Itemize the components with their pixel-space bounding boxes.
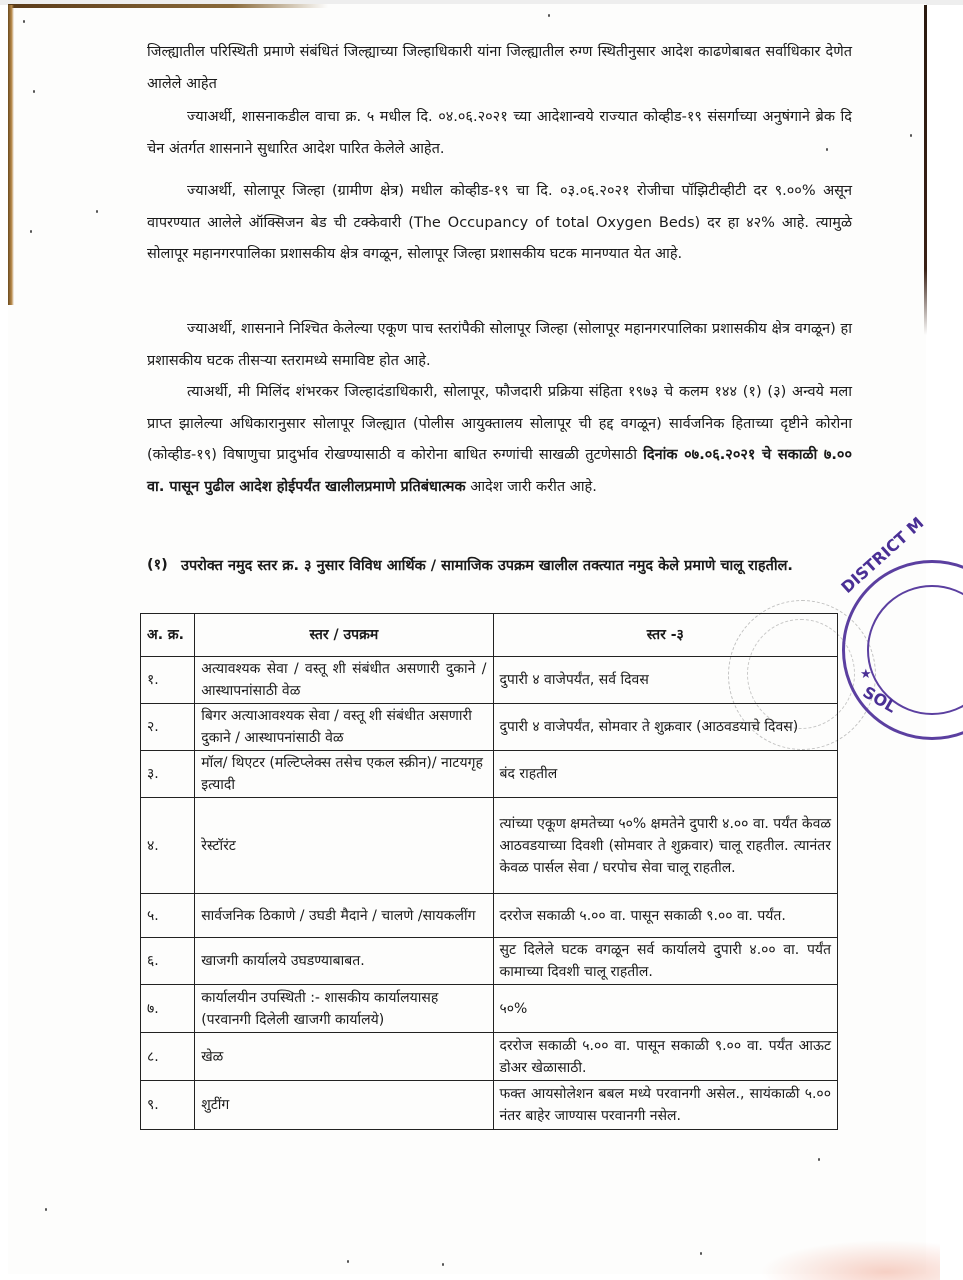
- row-activity: खेळ: [195, 1033, 493, 1081]
- order-paragraph: [147, 377, 852, 503]
- table-row: [141, 938, 838, 985]
- restrictions-table: [140, 613, 838, 1130]
- color-smudge: [760, 1240, 940, 1280]
- row-level3: त्यांच्या एकूण क्षमतेच्या ५०% क्षमतेने दुपारी ४.०० वा. पर्यंत केवळ आठवडयाच्या दिवशी (सोमवार ते शुक्रवार) चालू राहतील. त्यानंतर केवळ पार्सल सेवा / घरपोच सेवा चालू राहतील.: [493, 798, 838, 894]
- seal-text-bottom: SOL: [859, 682, 900, 717]
- row-serial: ३.: [141, 751, 195, 798]
- paragraph-3-text: ज्याअर्थी, सोलापूर जिल्हा (ग्रामीण क्षेत्र) मधील कोव्हीड-१९ चा दि. ०३.०६.२०२१ रोजीचा पॉझिटीव्हीटी दर ९.००% असून वापरण्यात आलेले ऑक्सिजन बेड ची टक्केवारी (The Occupancy of total Oxygen Beds) दर हा ४२% आहे. त्यामुळे सोलापूर महानगरपालिका प्रशासकीय क्षेत्र वगळून, सोलापूर जिल्हा प्रशासकीय घटक मानण्यात येत आहे.: [147, 183, 852, 262]
- speck: [33, 90, 35, 93]
- speck: [45, 1208, 47, 1211]
- row-activity: रेस्टॉरंट: [195, 798, 493, 894]
- header-level3: स्तर -३: [493, 614, 838, 657]
- row-activity: कार्यालयीन उपस्थिती :- शासकीय कार्यालयासह (परवानगी दिलेली खाजगी कार्यालये): [195, 985, 493, 1033]
- page-edge-shadow-right: [924, 5, 927, 335]
- row-activity: सार्वजनिक ठिकाणे / उघडी मैदाने / चालणे /सायकलींग: [195, 894, 493, 938]
- speck: [826, 148, 828, 151]
- speck: [818, 1158, 820, 1161]
- table-row: [141, 985, 838, 1033]
- header-serial: अ. क्र.: [141, 614, 195, 657]
- row-level3: फक्त आयसोलेशन बबल मध्ये परवानगी असेल., सायंकाळी ५.०० नंतर बाहेर जाण्यास परवानगी नसेल.: [493, 1081, 838, 1130]
- row-serial: ८.: [141, 1033, 195, 1081]
- seal-text-top: DISTRICT M: [837, 513, 928, 597]
- speck: [910, 134, 912, 137]
- speck: [442, 1263, 444, 1266]
- table-row: [141, 798, 838, 894]
- row-serial: ४.: [141, 798, 195, 894]
- paragraph-3: [147, 176, 852, 271]
- row-serial: ५.: [141, 894, 195, 938]
- speck: [548, 14, 550, 17]
- header-activity: स्तर / उपक्रम: [195, 614, 493, 657]
- item-text: उपरोक्त नमुद स्तर क्र. ३ नुसार विविध आर्थिक / सामाजिक उपक्रम खालील तक्त्यात नमुद केले प्रमाणे चालू राहतील.: [181, 558, 793, 574]
- table-row: [141, 657, 838, 704]
- row-activity: खाजगी कार्यालये उघडण्याबाबत.: [195, 938, 493, 985]
- speck: [347, 1260, 349, 1263]
- speck: [23, 20, 25, 23]
- row-activity: बिगर अत्याआवश्यक सेवा / वस्तू शी संबंधीत असणारी दुकाने / आस्थापनांसाठी वेळ: [195, 704, 493, 751]
- item-number: (१): [147, 557, 168, 573]
- speck: [96, 210, 98, 213]
- row-serial: ६.: [141, 938, 195, 985]
- paragraph-1-text: जिल्ह्यातील परिस्थिती प्रमाणे संबंधितं जिल्ह्याच्या जिल्हाधिकारी यांना जिल्ह्यातील रुग्ण स्थितीनुसार आदेश काढणेबाबत सर्वाधिकार देणेत आलेले आहेत: [147, 44, 852, 92]
- table-row: [141, 704, 838, 751]
- paragraph-2-text: ज्याअर्थी, शासनाकडील वाचा क्र. ५ मधील दि. ०४.०६.२०२१ च्या आदेशान्वये राज्यात कोव्हीड-१९ संसर्गाच्या अनुषंगाने ब्रेक दि चेन अंतर्गत शासनाने सुधारित आदेश पारित केलेले आहेत.: [147, 109, 852, 157]
- row-activity: शुटींग: [195, 1081, 493, 1130]
- page-edge-shadow-top: [8, 4, 328, 8]
- row-activity: अत्यावश्यक सेवा / वस्तू शी संबंधीत असणारी दुकाने / आस्थापनांसाठी वेळ: [195, 657, 493, 704]
- seal-star-icon: ★: [860, 667, 872, 682]
- row-serial: १.: [141, 657, 195, 704]
- row-level3: दुपारी ४ वाजेपर्यंत, सोमवार ते शुक्रवार (आठवडयाचे दिवस): [493, 704, 838, 751]
- speck: [700, 1252, 702, 1255]
- row-level3: सुट दिलेले घटक वगळून सर्व कार्यालये दुपारी ४.०० वा. पर्यंत कामाच्या दिवशी चालू राहतील.: [493, 938, 838, 985]
- table-row: [141, 751, 838, 798]
- order-intro: त्याअर्थी, मी मिलिंद शंभरकर जिल्हादंडाधिकारी, सोलापूर, फौजदारी प्रक्रिया संहिता १९७३ चे कलम १४४ (१) (३) अन्वये मला प्राप्त झालेल्या अधिकारानुसार सोलापूर जिल्ह्यात (पोलीस आयुक्तालय सोलापूर ची हद्द वगळून) सार्वजनिक हिताच्या दृष्टीने कोरोना (कोव्हीड-१९) विषाणुचा प्रादुर्भाव रोखण्यासाठी व कोरोना बाधित रुग्णांची साखळी तुटणेसाठी: [147, 384, 852, 463]
- row-serial: ९.: [141, 1081, 195, 1130]
- order-effective-date: दिनांक ०७.०६.२०२१ चे सकाळी ७.०० वा. पासून पुढील आदेश होईपर्यंत खालीलप्रमाणे प्रतिबंधात्मक: [147, 447, 852, 495]
- paragraph-2: [147, 102, 852, 165]
- table-row: [141, 1033, 838, 1081]
- table-header-row: [141, 614, 838, 657]
- row-level3: दररोज सकाळी ५.०० वा. पासून सकाळी ९.०० वा. पर्यंत.: [493, 894, 838, 938]
- row-level3: बंद राहतील: [493, 751, 838, 798]
- row-activity: मॉल/ थिएटर (मल्टिप्लेक्स तसेच एकल स्क्रीन)/ नाटयगृह इत्यादी: [195, 751, 493, 798]
- row-level3: दुपारी ४ वाजेपर्यंत, सर्व दिवस: [493, 657, 838, 704]
- page-edge-shadow-left: [8, 5, 14, 305]
- row-level3: ५०%: [493, 985, 838, 1033]
- table-row: [141, 1081, 838, 1130]
- row-level3: दररोज सकाळी ५.०० वा. पासून सकाळी ९.०० वा. पर्यंत आऊट डोअर खेळासाठी.: [493, 1033, 838, 1081]
- table-row: [141, 894, 838, 938]
- row-serial: ७.: [141, 985, 195, 1033]
- speck: [30, 230, 32, 233]
- paragraph-1: [147, 37, 852, 100]
- paragraph-4: [147, 314, 852, 377]
- order-outro: आदेश जारी करीत आहे.: [470, 478, 597, 495]
- row-serial: २.: [141, 704, 195, 751]
- paragraph-4-text: ज्याअर्थी, शासनाने निश्चित केलेल्या एकूण पाच स्तरांपैकी सोलापूर जिल्हा (सोलापूर महानगरपालिका प्रशासकीय क्षेत्र वगळून) हा प्रशासकीय घटक तीसऱ्या स्तरामध्ये समाविष्ट होत आहे.: [147, 321, 852, 369]
